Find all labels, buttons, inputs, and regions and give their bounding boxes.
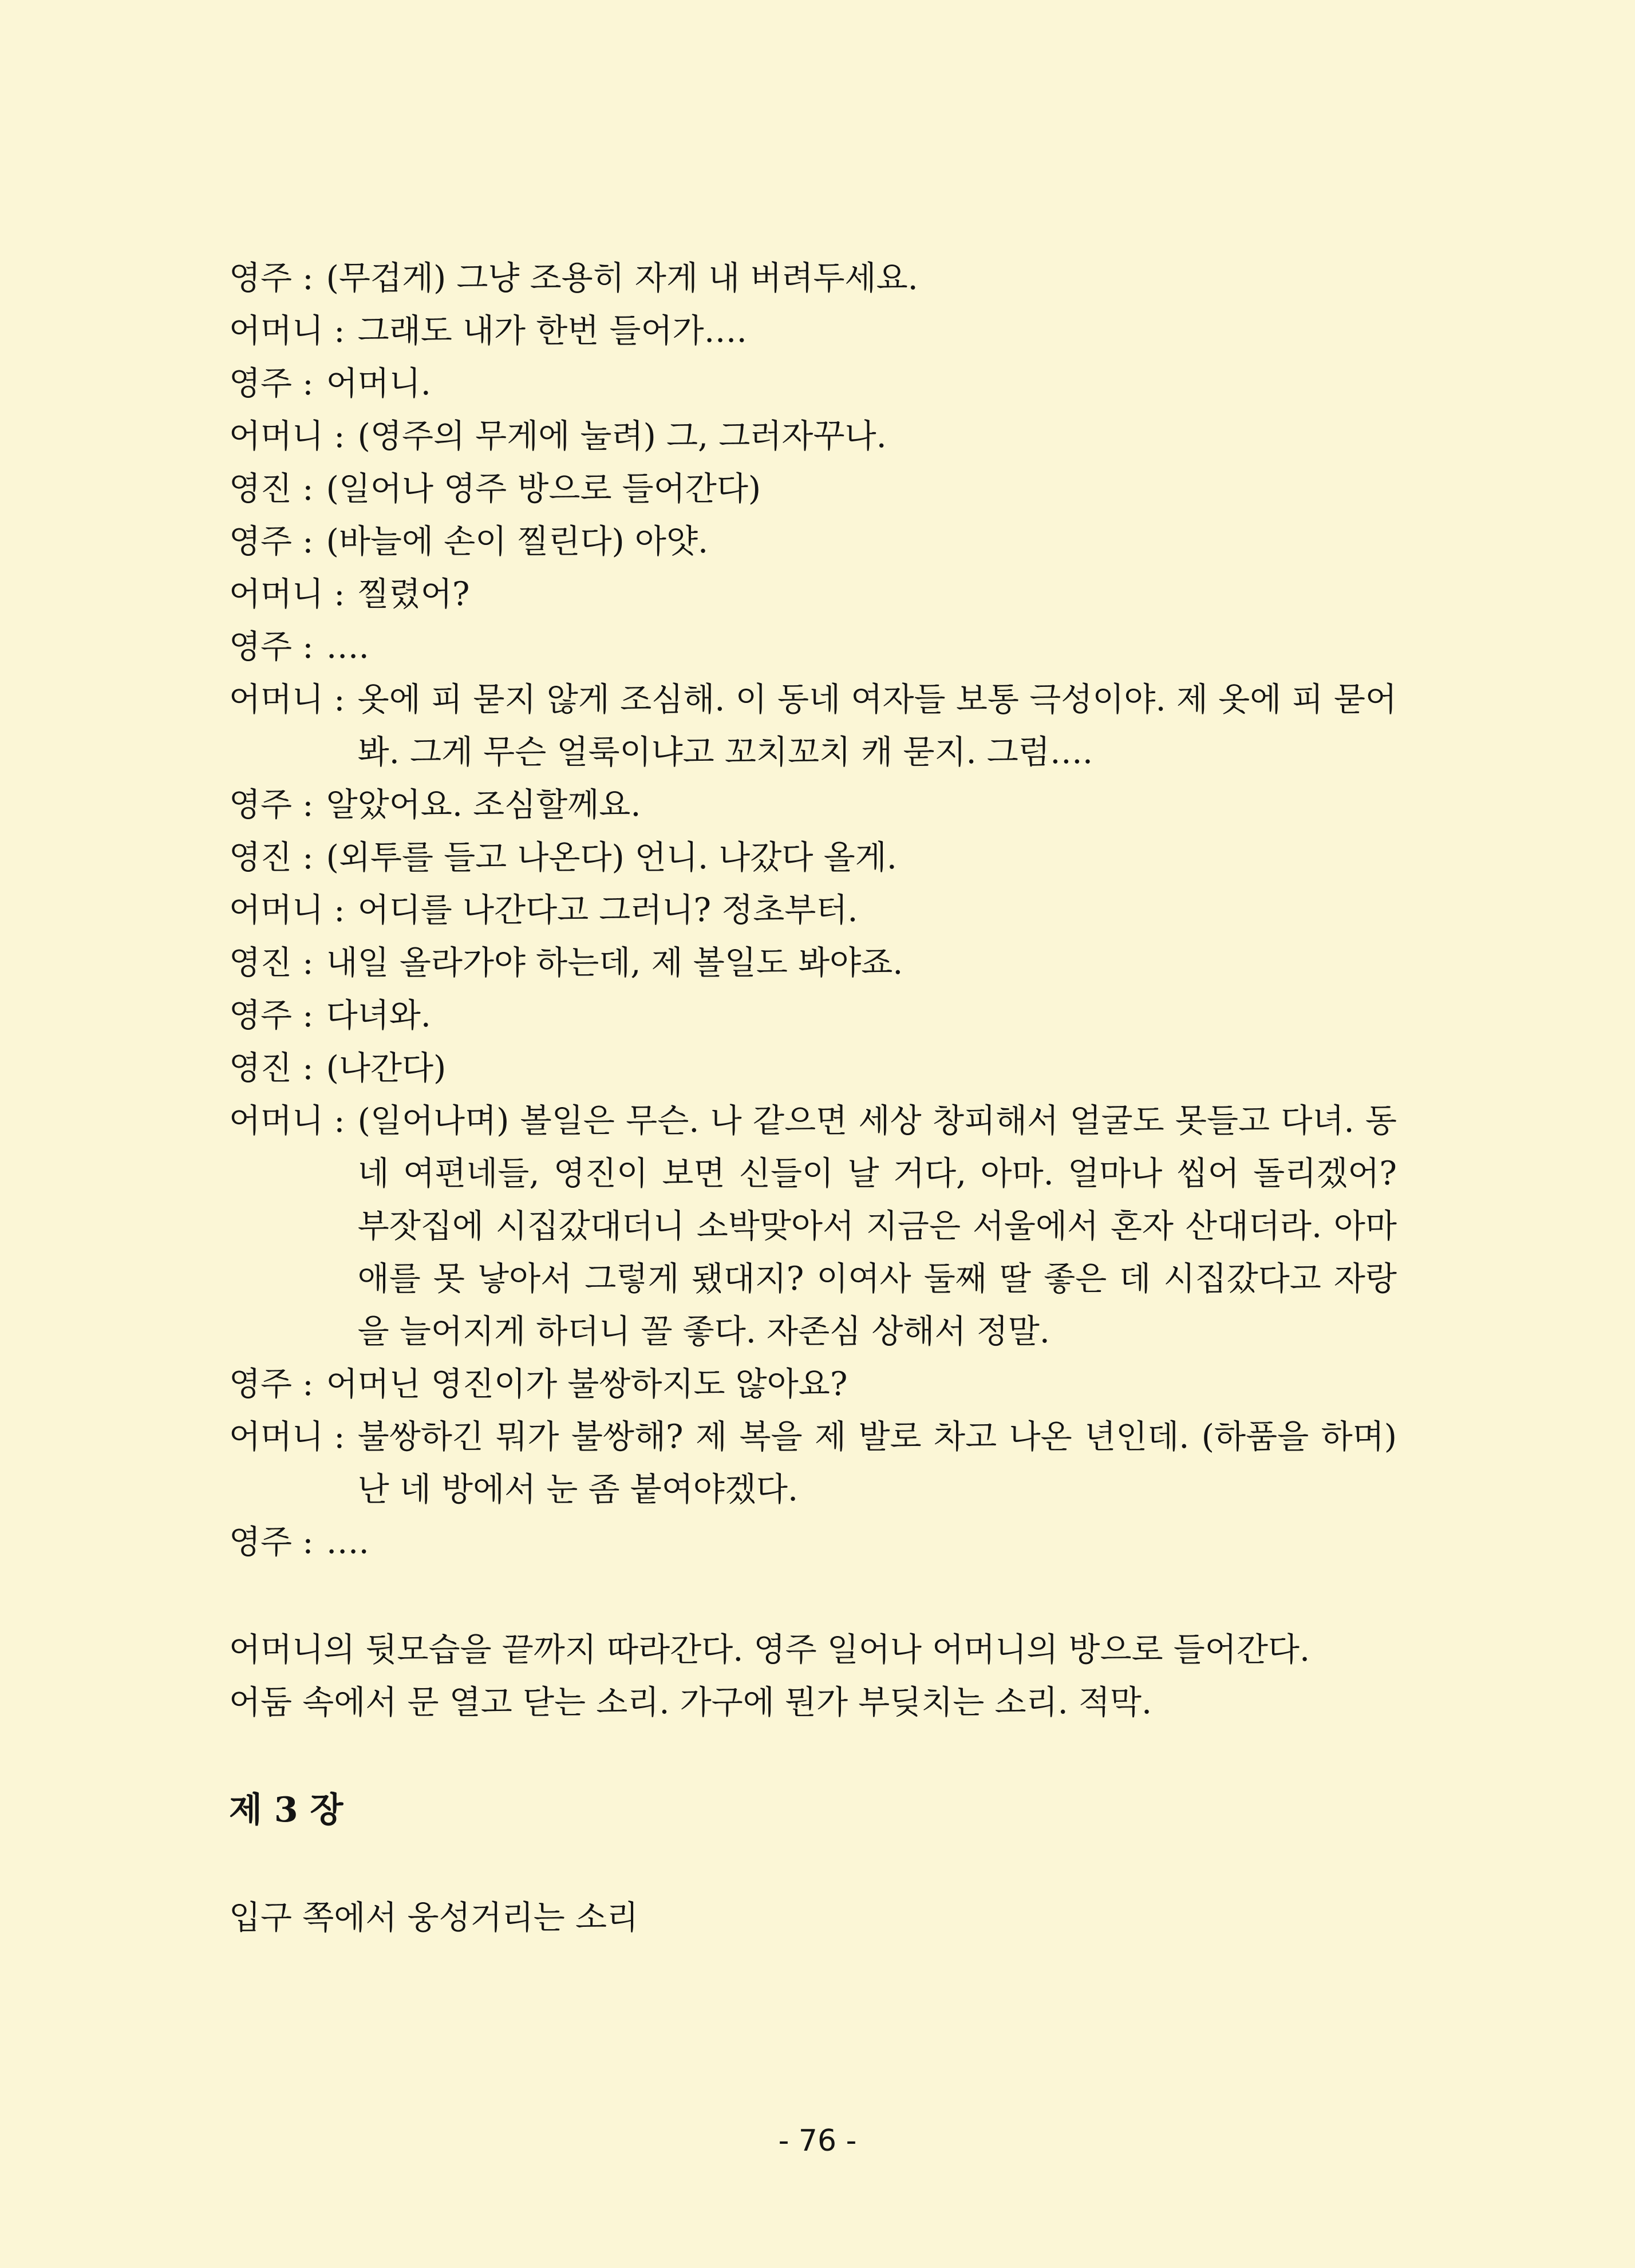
speech-text: 어디를 나간다고 그러니? 정초부터.: [357, 891, 858, 929]
speech-text: 찔렸어?: [357, 575, 470, 613]
speaker-name: 영주 :: [229, 515, 324, 568]
speaker-name: 어머니 :: [229, 1095, 356, 1147]
speaker-name: 영주 :: [229, 252, 324, 305]
dialogue-line: [229, 568, 1397, 621]
dialogue-line: [229, 515, 1397, 568]
speaker-name: 영주 :: [229, 1516, 324, 1568]
dialogue-line: [229, 1095, 1397, 1358]
speaker-name: 영주 :: [229, 779, 324, 831]
speech-text: (일어나며) 볼일은 무슨. 나 같으면 세상 창피해서 얼굴도 못들고 다녀. 동네 여편네들, 영진이 보면 신들이 날 거다, 아마. 얼마나 씹어 돌리겠어? 부잣집에 시집갔대더니 소박맞아서 지금은 서울에서 혼자 산대더라. 아마 애를 못 낳아서 그렇게 됐대지? 이여사 둘째 딸 좋은 데 시집갔다고 자랑을 늘어지게 하더니 꼴 좋다. 자존심 상해서 정말.: [357, 1102, 1397, 1350]
dialogue-line: [229, 305, 1397, 357]
speaker-name: 영주 :: [229, 621, 324, 673]
speaker-name: 영진 :: [229, 937, 324, 989]
dialogue-line: [229, 884, 1397, 937]
speech-text: 다녀와.: [326, 997, 431, 1034]
speech-text: ….: [326, 1523, 369, 1561]
dialogue-line: [229, 1358, 1397, 1410]
dialogue-line: [229, 1516, 1397, 1568]
dialogue-line: [229, 937, 1397, 989]
dialogue-line: [229, 1042, 1397, 1095]
dialogue-line: [229, 621, 1397, 673]
stage-direction-line: 어둠 속에서 문 열고 닫는 소리. 가구에 뭔가 부딪치는 소리. 적막.: [229, 1684, 1152, 1721]
speech-text: 어머니.: [326, 365, 431, 402]
speaker-name: 어머니 :: [229, 305, 356, 357]
speaker-name: 영주 :: [229, 989, 324, 1042]
speech-text: (무겁게) 그냥 조용히 자게 내 버려두세요.: [326, 259, 918, 297]
speaker-name: 어머니 :: [229, 884, 356, 937]
speech-text: 그래도 내가 한번 들어가….: [357, 312, 747, 350]
speaker-name: 어머니 :: [229, 673, 356, 726]
dialogue-line: [229, 673, 1397, 779]
speech-text: (외투를 들고 나온다) 언니. 나갔다 올게.: [326, 839, 897, 876]
speaker-name: 어머니 :: [229, 1410, 356, 1463]
scene-title: 제 3 장: [229, 1790, 343, 1830]
dialogue-line: [229, 463, 1397, 515]
speech-text: (일어나 영주 방으로 들어간다): [326, 470, 761, 508]
speaker-name: 영진 :: [229, 463, 324, 515]
speech-text: (영주의 무게에 눌려) 그, 그러자꾸나.: [357, 417, 887, 455]
dialogue-line: [229, 779, 1397, 831]
speech-text: 어머닌 영진이가 불쌍하지도 않아요?: [326, 1365, 848, 1403]
dialogue-line: [229, 831, 1397, 884]
speech-text: (바늘에 손이 찔린다) 아얏.: [326, 523, 709, 560]
speech-text: 옷에 피 묻지 않게 조심해. 이 동네 여자들 보통 극성이야. 제 옷에 피 묻어봐. 그게 무슨 얼룩이냐고 꼬치꼬치 캐 묻지. 그럼….: [357, 681, 1397, 771]
speaker-name: 영주 :: [229, 1358, 324, 1410]
speaker-name: 영진 :: [229, 1042, 324, 1095]
speech-text: (나간다): [326, 1049, 447, 1087]
scene-direction: 입구 쪽에서 웅성거리는 소리: [229, 1899, 639, 1937]
dialogue-line: [229, 410, 1397, 463]
speech-text: 알았어요. 조심할께요.: [326, 786, 641, 824]
speech-text: 불쌍하긴 뭐가 불쌍해? 제 복을 제 발로 차고 나온 년인데. (하품을 하며) 난 네 방에서 눈 좀 붙여야겠다.: [357, 1418, 1397, 1508]
speaker-name: 영진 :: [229, 831, 324, 884]
dialogue-line: [229, 252, 1397, 305]
dialogue-line: [229, 1410, 1397, 1516]
dialogue-line: [229, 357, 1397, 410]
speaker-name: 어머니 :: [229, 410, 356, 463]
page-number: - 76 -: [778, 2124, 857, 2158]
speech-text: 내일 올라가야 하는데, 제 볼일도 봐야죠.: [326, 944, 903, 982]
script-body: [229, 252, 1397, 1944]
stage-direction-line: 어머니의 뒷모습을 끝까지 따라간다. 영주 일어나 어머니의 방으로 들어간다.: [229, 1631, 1310, 1669]
speech-text: ….: [326, 628, 369, 666]
dialogue-line: [229, 989, 1397, 1042]
speaker-name: 어머니 :: [229, 568, 356, 621]
dialogue-block: [229, 252, 1397, 1568]
speaker-name: 영주 :: [229, 357, 324, 410]
